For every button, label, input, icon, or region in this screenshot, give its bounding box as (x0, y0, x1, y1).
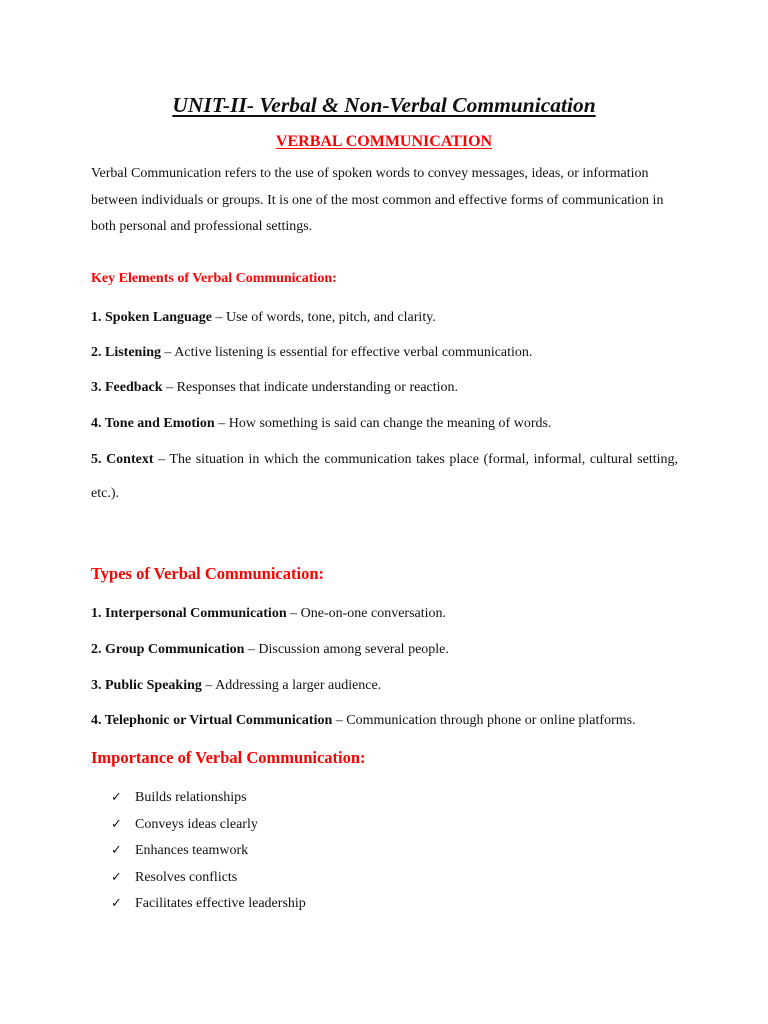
key-element-item (91, 343, 678, 363)
type-term: 3. Public Speaking (91, 678, 202, 693)
checkmark-icon: ✓ (111, 816, 122, 832)
section-heading-verbal-communication: VERBAL COMMUNICATION (275, 133, 493, 150)
key-element-term: 1. Spoken Language (91, 310, 212, 325)
list-item-label: Facilitates effective leadership (135, 896, 306, 912)
key-element-item (91, 378, 678, 398)
page-title: UNIT-II- Verbal & Non-Verbal Communication (172, 93, 596, 117)
type-item (91, 676, 678, 696)
checkmark-icon: ✓ (111, 843, 122, 859)
key-element-desc: – Use of words, tone, pitch, and clarity. (211, 310, 436, 325)
list-item-label: Builds relationships (135, 790, 247, 805)
type-desc: – One-on-one conversation. (286, 606, 447, 621)
checkmark-icon: ✓ (111, 869, 122, 885)
type-item (91, 640, 678, 660)
key-element-desc: – Responses that indicate understanding or reaction. (162, 380, 459, 395)
type-term: 1. Interpersonal Communication (91, 606, 287, 621)
intro-paragraph: Verbal Communication refers to the use of spoken words to convey messages, ideas, or information between individuals or groups. It is one of the most common and effective forms of communication in both personal and professional settings. (91, 166, 664, 234)
list-item (111, 788, 306, 815)
list-item (111, 868, 306, 895)
key-element-term: 3. Feedback (91, 380, 163, 395)
key-element-item (91, 308, 678, 328)
type-item (91, 711, 678, 731)
key-element-term: 2. Listening (91, 345, 162, 360)
type-desc: – Discussion among several people. (244, 642, 449, 657)
importance-checklist (111, 788, 306, 921)
key-element-desc: – The situation in which the communication takes place (formal, informal, cultural setting, etc.). (91, 452, 679, 501)
type-term: 4. Telephonic or Virtual Communication (91, 713, 333, 728)
list-item-label: Resolves conflicts (135, 869, 238, 885)
key-element-term: 5. Context (91, 452, 154, 467)
key-elements-heading: Key Elements of Verbal Communication: (91, 271, 337, 286)
key-element-term: 4. Tone and Emotion (91, 416, 215, 431)
type-desc: – Communication through phone or online platforms. (332, 713, 636, 728)
checkmark-icon: ✓ (111, 790, 122, 805)
list-item-label: Conveys ideas clearly (135, 816, 258, 832)
types-heading: Types of Verbal Communication: (91, 564, 324, 583)
list-item (111, 841, 306, 868)
list-item (111, 894, 306, 921)
list-item (111, 815, 306, 842)
list-item-label: Enhances teamwork (135, 843, 249, 859)
key-element-item (91, 414, 678, 434)
key-element-desc: – Active listening is essential for effective verbal communication. (161, 345, 533, 360)
checkmark-icon: ✓ (111, 896, 122, 912)
key-element-item (91, 443, 678, 511)
type-desc: – Addressing a larger audience. (201, 678, 382, 693)
key-element-desc: – How something is said can change the meaning of words. (214, 416, 552, 431)
type-item (91, 604, 678, 624)
type-term: 2. Group Communication (91, 642, 245, 657)
importance-heading: Importance of Verbal Communication: (91, 748, 366, 767)
